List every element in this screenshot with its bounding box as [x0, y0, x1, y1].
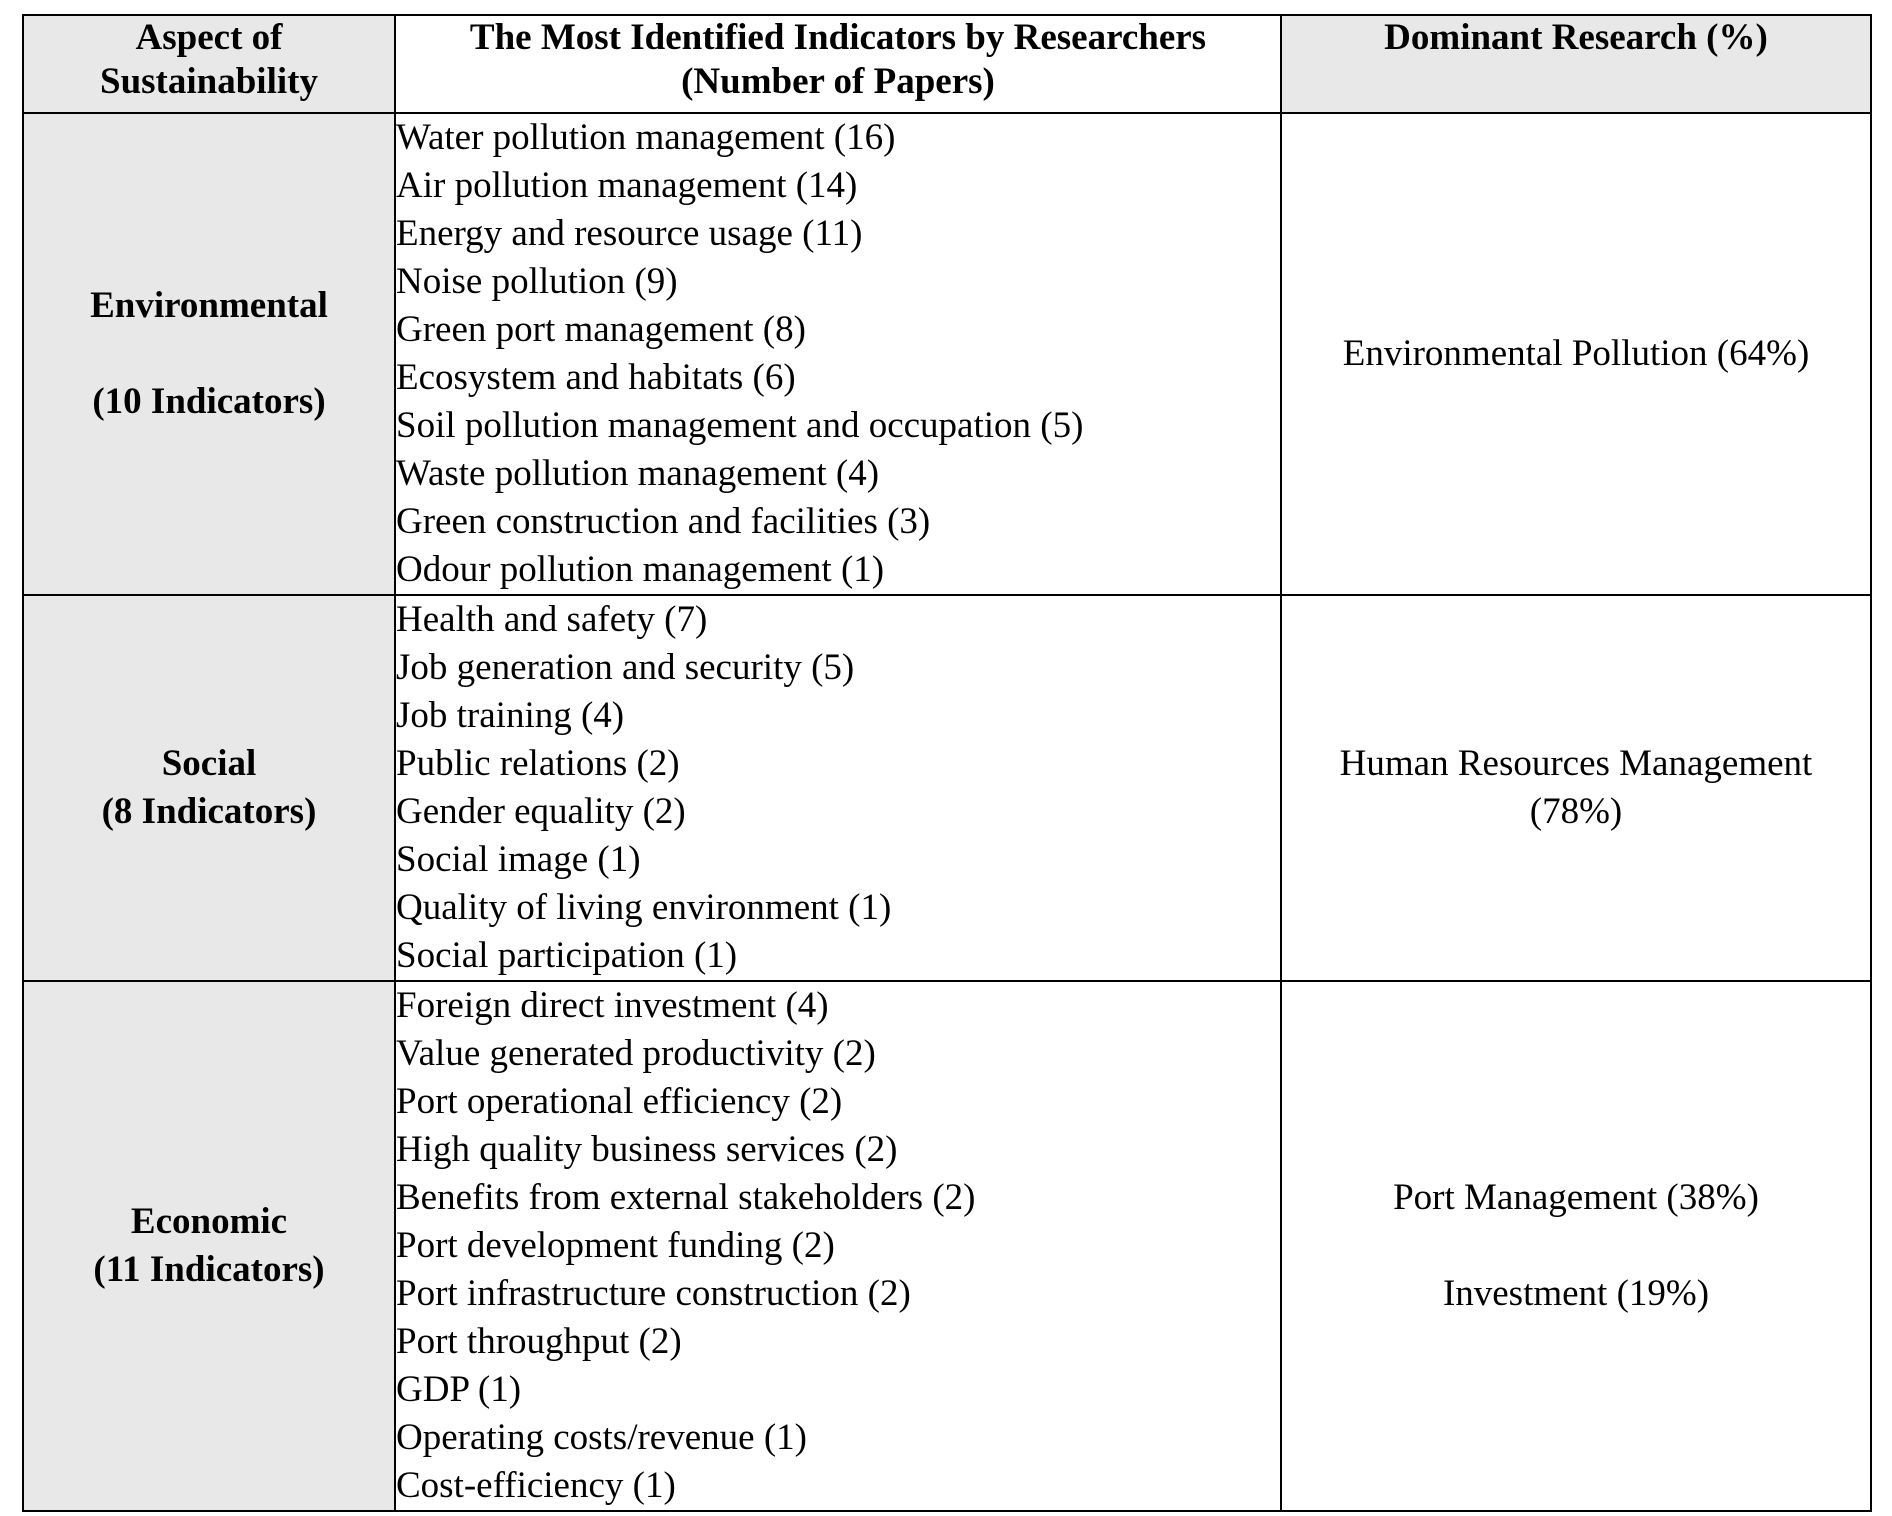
- list-item: Port operational efficiency (2): [396, 1081, 843, 1122]
- dominant-research-percent: (78%): [1529, 791, 1623, 832]
- list-item: Value generated productivity (2): [396, 1033, 876, 1074]
- list-item: Port development funding (2): [396, 1225, 835, 1266]
- dominant-cell-economic: [1281, 981, 1871, 1511]
- list-item: Operating costs/revenue (1): [396, 1417, 807, 1458]
- aspect-cell-environmental: [23, 113, 395, 595]
- list-item: Foreign direct investment (4): [396, 985, 829, 1026]
- list-item: Social image (1): [396, 839, 641, 880]
- list-item: Job generation and security (5): [396, 647, 855, 688]
- header-indicators: [395, 15, 1281, 113]
- list-item: Port infrastructure construction (2): [396, 1273, 911, 1314]
- dominant-research-text: Port Management (38%): [1393, 1177, 1759, 1218]
- list-item: Port throughput (2): [396, 1321, 682, 1362]
- aspect-name: Economic: [130, 1201, 288, 1242]
- aspect-name: Social: [161, 743, 257, 784]
- list-item: Odour pollution management (1): [396, 549, 885, 590]
- header-dominant-label: Dominant Research (%): [1384, 17, 1768, 58]
- table-row-environmental: [23, 113, 1871, 595]
- list-item: Quality of living environment (1): [396, 887, 892, 928]
- indicator-list: [396, 982, 1280, 1510]
- aspect-count: (11 Indicators): [93, 1249, 325, 1290]
- header-aspect: [23, 15, 395, 113]
- indicators-cell-economic: [395, 981, 1281, 1511]
- list-item: Health and safety (7): [396, 599, 708, 640]
- dominant-research-text: Human Resources Management: [1339, 743, 1813, 784]
- aspect-count: (10 Indicators): [92, 381, 326, 422]
- dominant-research-text: Environmental Pollution (64%): [1342, 333, 1810, 374]
- list-item: Public relations (2): [396, 743, 680, 784]
- indicator-list: [396, 114, 1280, 594]
- indicator-list: [396, 596, 1280, 980]
- header-indicators-line-1: The Most Identified Indicators by Researchers: [469, 17, 1207, 58]
- table-header: [23, 15, 1871, 113]
- header-indicators-line-2: (Number of Papers): [681, 61, 995, 102]
- aspect-count: (8 Indicators): [101, 791, 317, 832]
- list-item: Cost-efficiency (1): [396, 1465, 676, 1506]
- dominant-cell-social: [1281, 595, 1871, 981]
- list-item: High quality business services (2): [396, 1129, 898, 1170]
- list-item: Soil pollution management and occupation (5): [396, 405, 1084, 446]
- dominant-research-text: Investment (19%): [1442, 1273, 1710, 1314]
- dominant-cell-environmental: [1281, 113, 1871, 595]
- list-item: Energy and resource usage (11): [396, 213, 863, 254]
- list-item: Green construction and facilities (3): [396, 501, 931, 542]
- list-item: Waste pollution management (4): [396, 453, 880, 494]
- indicators-cell-environmental: [395, 113, 1281, 595]
- header-row: [23, 15, 1871, 113]
- list-item: Air pollution management (14): [396, 165, 858, 206]
- header-dominant: [1281, 15, 1871, 113]
- list-item: Green port management (8): [396, 309, 806, 350]
- list-item: Ecosystem and habitats (6): [396, 357, 796, 398]
- header-aspect-line-2: Sustainability: [100, 61, 318, 102]
- list-item: Social participation (1): [396, 935, 738, 976]
- list-item: GDP (1): [396, 1369, 522, 1410]
- list-item: Job training (4): [396, 695, 625, 736]
- sustainability-indicators-table: [22, 14, 1872, 1512]
- list-item: Gender equality (2): [396, 791, 686, 832]
- list-item: Water pollution management (16): [396, 117, 896, 158]
- table-body: [23, 113, 1871, 1511]
- header-aspect-line-1: Aspect of: [135, 17, 283, 58]
- aspect-cell-economic: [23, 981, 395, 1511]
- list-item: Noise pollution (9): [396, 261, 678, 302]
- indicators-cell-social: [395, 595, 1281, 981]
- aspect-name: Environmental: [90, 285, 328, 326]
- table-row-social: [23, 595, 1871, 981]
- aspect-cell-social: [23, 595, 395, 981]
- list-item: Benefits from external stakeholders (2): [396, 1177, 976, 1218]
- table-row-economic: [23, 981, 1871, 1511]
